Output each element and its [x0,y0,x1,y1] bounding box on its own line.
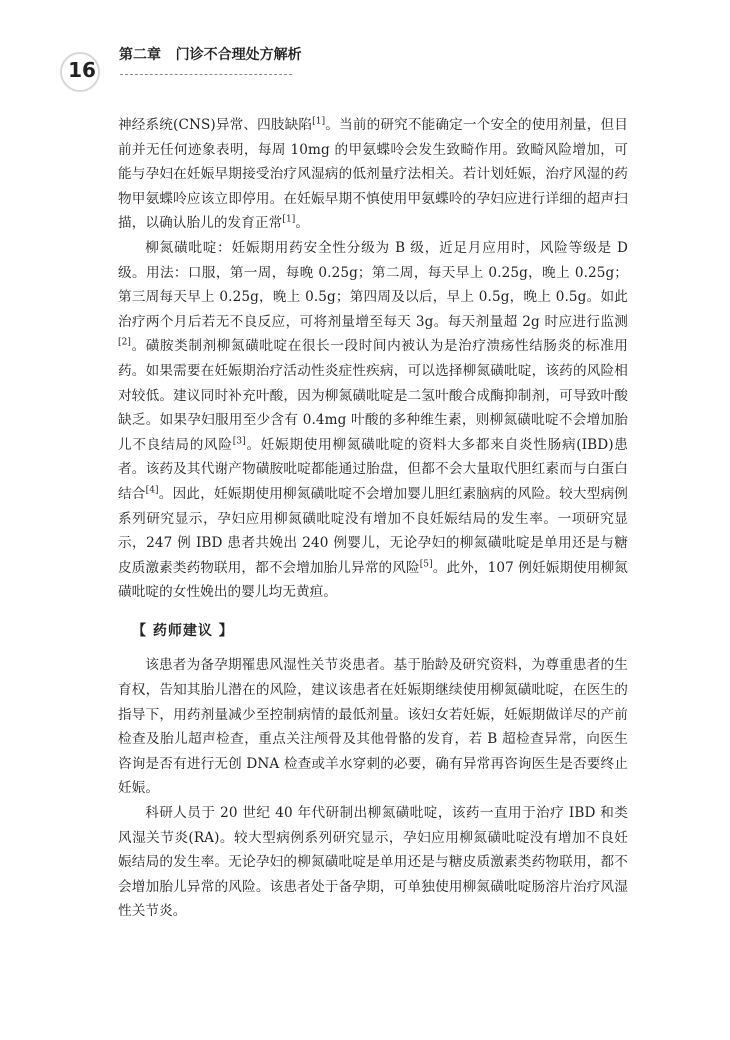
paragraph-continued [118,113,628,236]
page-number: 16 [68,58,96,82]
citation-ref: [4] [145,485,159,496]
page-header [0,0,730,100]
paragraph-sulfasalazine [118,236,628,605]
paragraph-text: 柳氮磺吡啶：妊娠期用药安全性分级为 B 级，近足月应用时，风险等级是 D 级。用法：口服，第一周，每晚 0.25g；第二周，每天早上 0.25g，晚上 0.25g；第三周每天早上 0.25g，晚上 0.5g；第四周及以后，早上 0.5g，晚上 0.5g。如此治疗两个月后若无不良反应，可将剂量增至每天 3g。每天剂量超 2g 时应进行监测 [118,239,628,330]
paragraph-summary: 科研人员于 20 世纪 40 年代研制出柳氮磺吡啶，该药一直用于治疗 IBD 和类风湿关节炎(RA)。较大型病例系列研究显示，孕妇应用柳氮磺吡啶没有增加不良妊娠结局的发生率。无论孕妇的柳氮磺吡啶是单用还是与糖皮质激素类药物联用，都不会增加胎儿异常的风险。该患者处于备孕期，可单独使用柳氮磺吡啶肠溶片治疗风湿性关节炎。 [118,805,628,920]
paragraph-text: 。妊娠期使用柳氮磺吡啶的资料大多都来自炎性肠病(IBD)患者。该药及其代谢产物磺胺吡啶都能通过胎盘，但都不会大量取代胆红素而与白蛋白结合 [118,436,628,502]
citation-ref: [2] [118,337,132,348]
paragraph-text: 神经系统(CNS)异常、四肢缺陷 [118,117,313,133]
citation-ref: [5] [419,559,433,570]
chapter-title: 第二章 门诊不合理处方解析 [119,47,302,63]
paragraph-advice: 该患者为备孕期罹患风湿性关节炎患者。基于胎龄及研究资料，为尊重患者的生育权，告知其胎儿潜在的风险，建议该患者在妊娠期继续使用柳氮磺吡啶，在医生的指导下，用药剂量减少至控制病情的最低剂量。该妇女若妊娠，妊娠期做详尽的产前检查及胎儿超声检查，重点关注颅骨及其他骨骼的发育，若 B 超检查异常，向医生咨询是否有进行无创 DNA 检查或羊水穿刺的必要，确有异常再咨询医生是否要终止妊娠。 [118,657,628,797]
header-divider [120,74,292,75]
page-body [118,113,628,924]
paragraph-text: 。因此，妊娠期使用柳氮磺吡啶不会增加婴儿胆红素脑病的风险。较大型病例系列研究显示，孕妇应用柳氮磺吡啶没有增加不良妊娠结局的发生率。一项研究显示，247 例 IBD 患者共娩出 240 例婴儿，无论孕妇的柳氮磺吡啶是单用还是与糖皮质激素类药物联用，都不会增加胎儿异常的风险 [118,485,628,576]
section-heading-pharmacist-advice: 【 药师建议 】 [132,622,234,639]
paragraph-text: 。磺胺类制剂柳氮磺吡啶在很长一段时间内被认为是治疗溃疡性结肠炎的标准用药。如果需要在妊娠期治疗活动性炎症性疾病，可以选择柳氮磺吡啶，该药的风险相对较低。建议同时补充叶酸，因为柳氮磺吡啶是二氢叶酸合成酶抑制剂，可导致叶酸缺乏。如果孕妇服用至少含有 0.4mg 叶酸的多种维生素，则柳氮磺吡啶不会增加胎儿不良结局的风险 [118,338,628,453]
citation-ref: [3] [232,436,246,447]
paragraph-text: 。当前的研究不能确定一个安全的使用剂量，但目前并无任何迹象表明，每周 10mg 的甲氨蝶呤会发生致畸作用。致畸风险增加，可能与孕妇在妊娠早期接受治疗风湿病的低剂量疗法相关。若计划妊娠，治疗风湿的药物甲氨蝶呤应该立即停用。在妊娠早期不慎使用甲氨蝶呤的孕妇应进行详细的超声扫描，以确认胎儿的发育正常 [118,117,628,232]
paragraph-text: 。此外，107 例妊娠期使用柳氮磺吡啶的女性娩出的婴儿均无黄疸。 [118,559,628,601]
citation-ref: [1] [282,214,296,225]
citation-ref: [1] [312,116,326,127]
paragraph-text: 。 [295,215,310,232]
